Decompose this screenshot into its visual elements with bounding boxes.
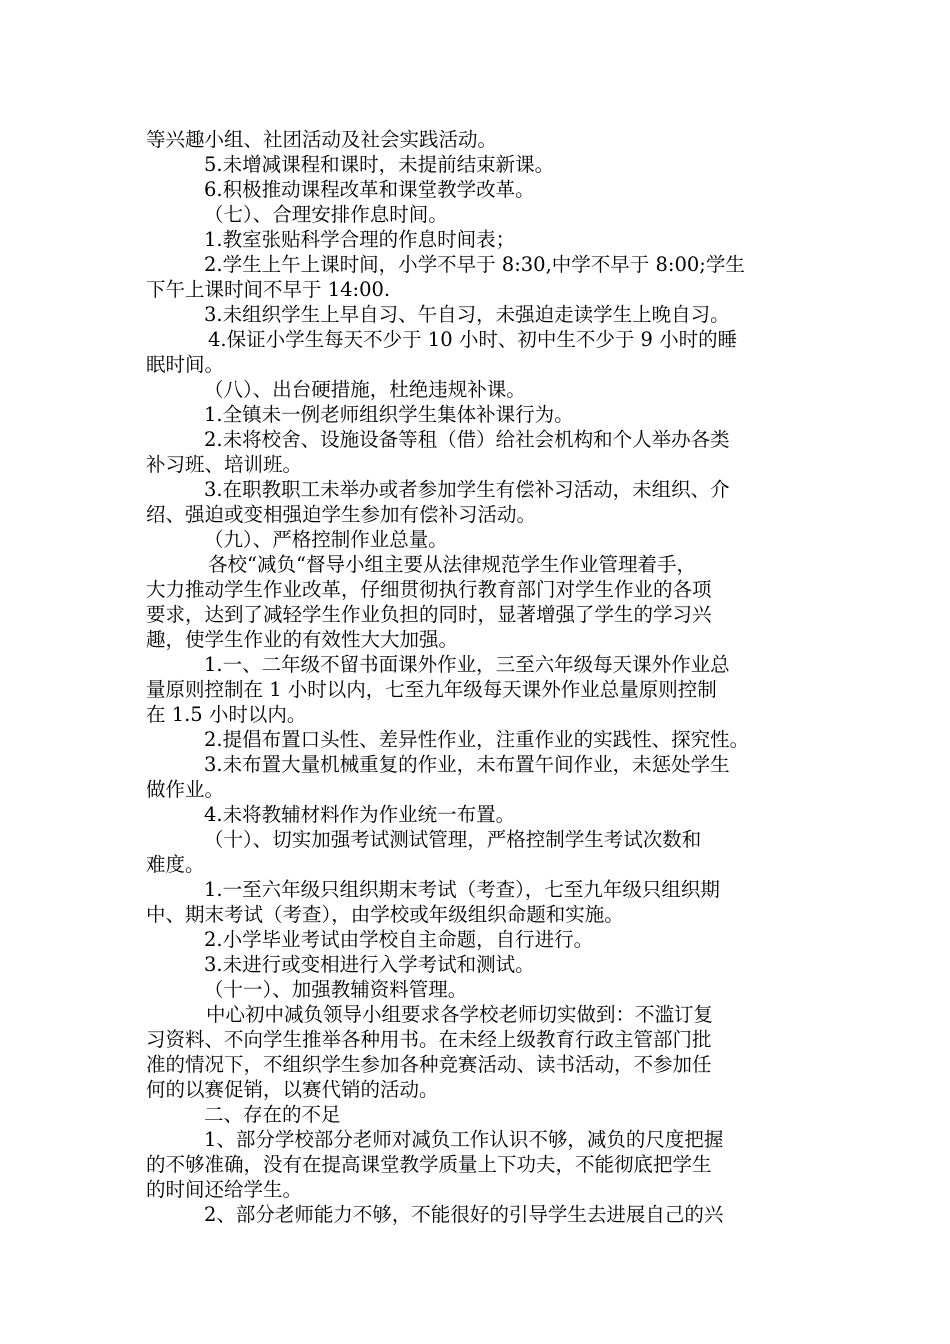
text-line: 3.在职教职工未举办或者参加学生有偿补习活动，未组织、介 (204, 478, 730, 501)
text-line: 6.积极推动课程改革和课堂教学改革。 (204, 178, 535, 201)
text-line: 2.未将校舍、设施设备等租（借）给社会机构和个人举办各类 (204, 428, 730, 451)
text-line: 绍、强迫或变相强迫学生参加有偿补习活动。 (146, 503, 537, 526)
text-line: 2.提倡布置口头性、差异性作业，注重作业的实践性、探究性。 (204, 728, 750, 751)
section-heading: （八）、出台硬措施，杜绝违规补课。 (204, 378, 526, 401)
text-line: 做作业。 (146, 778, 225, 801)
text-line: 难度。 (146, 853, 205, 876)
text-line: 3.未布置大量机械重复的作业，未布置午间作业，未惩处学生 (204, 753, 730, 776)
text-line: 习资料、不向学生推举各种用书。在未经上级教育行政主管部门批 (146, 1028, 712, 1051)
section-heading: （九）、严格控制作业总量。 (204, 528, 448, 551)
section-heading: （十一）、加强教辅资料管理。 (204, 978, 468, 1001)
text-line: 3.未组织学生上早自习、午自习，未强迫走读学生上晚自习。 (204, 303, 730, 326)
text-line: 1.一至六年级只组织期末考试（考查），七至九年级只组织期 (204, 878, 720, 901)
text-line: 1.教室张贴科学合理的作息时间表； (204, 228, 516, 251)
text-line: 1.一、二年级不留书面课外作业，三至六年级每天课外作业总 (204, 653, 730, 676)
text-line: 中心初中减负领导小组要求各学校老师切实做到：不滥订复 (206, 1003, 714, 1026)
section-heading: （七）、合理安排作息时间。 (204, 203, 448, 226)
text-line: 眠时间。 (146, 353, 225, 376)
text-line: 量原则控制在 1 小时以内，七至九年级每天课外作业总量原则控制 (146, 678, 717, 701)
section-heading: （十）、切实加强考试测试管理，严格控制学生考试次数和 (204, 828, 702, 851)
text-line: 下午上课时间不早于 14:00. (146, 278, 391, 301)
text-line: 3.未进行或变相进行入学考试和测试。 (204, 953, 535, 976)
text-line: 要求，达到了减轻学生作业负担的同时，显著增强了学生的学习兴 (146, 603, 712, 626)
text-line: 等兴趣小组、社团活动及社会实践活动。 (146, 128, 498, 151)
text-line: 何的以赛促销，以赛代销的活动。 (146, 1078, 439, 1101)
text-line: 2、部分老师能力不够，不能很好的引导学生去进展自己的兴 (204, 1203, 724, 1226)
text-line: 的时间还给学生。 (146, 1178, 303, 1201)
section-heading: 二、存在的不足 (204, 1103, 341, 1126)
text-line: 1.全镇未一例老师组织学生集体补课行为。 (204, 403, 574, 426)
text-line: 大力推动学生作业改革，仔细贯彻执行教育部门对学生作业的各项 (146, 578, 712, 601)
text-line: 5.未增减课程和课时，未提前结束新课。 (204, 153, 555, 176)
text-line: 准的情况下，不组织学生参加各种竞赛活动、读书活动，不参加任 (146, 1053, 712, 1076)
text-line: 的不够准确，没有在提高课堂教学质量上下功夫，不能彻底把学生 (146, 1153, 712, 1176)
text-line: 各校“减负“督导小组主要从法律规范学生作业管理着手， (208, 553, 696, 576)
text-line: 补习班、培训班。 (146, 453, 303, 476)
text-line: 2.小学毕业考试由学校自主命题，自行进行。 (204, 928, 594, 951)
text-line: 趣，使学生作业的有效性大大加强。 (146, 628, 459, 651)
text-line: 中、期末考试（考查），由学校或年级组织命题和实施。 (146, 903, 624, 926)
text-line: 4.保证小学生每天不少于 10 小时、初中生不少于 9 小时的睡 (208, 328, 738, 351)
text-line: 在 1.5 小时以内。 (146, 703, 307, 726)
text-line: 1、部分学校部分老师对减负工作认识不够，减负的尺度把握 (204, 1128, 724, 1151)
text-line: 2.学生上午上课时间，小学不早于 8:30,中学不早于 8:00;学生 (204, 253, 745, 276)
text-line: 4.未将教辅材料作为作业统一布置。 (204, 803, 516, 826)
